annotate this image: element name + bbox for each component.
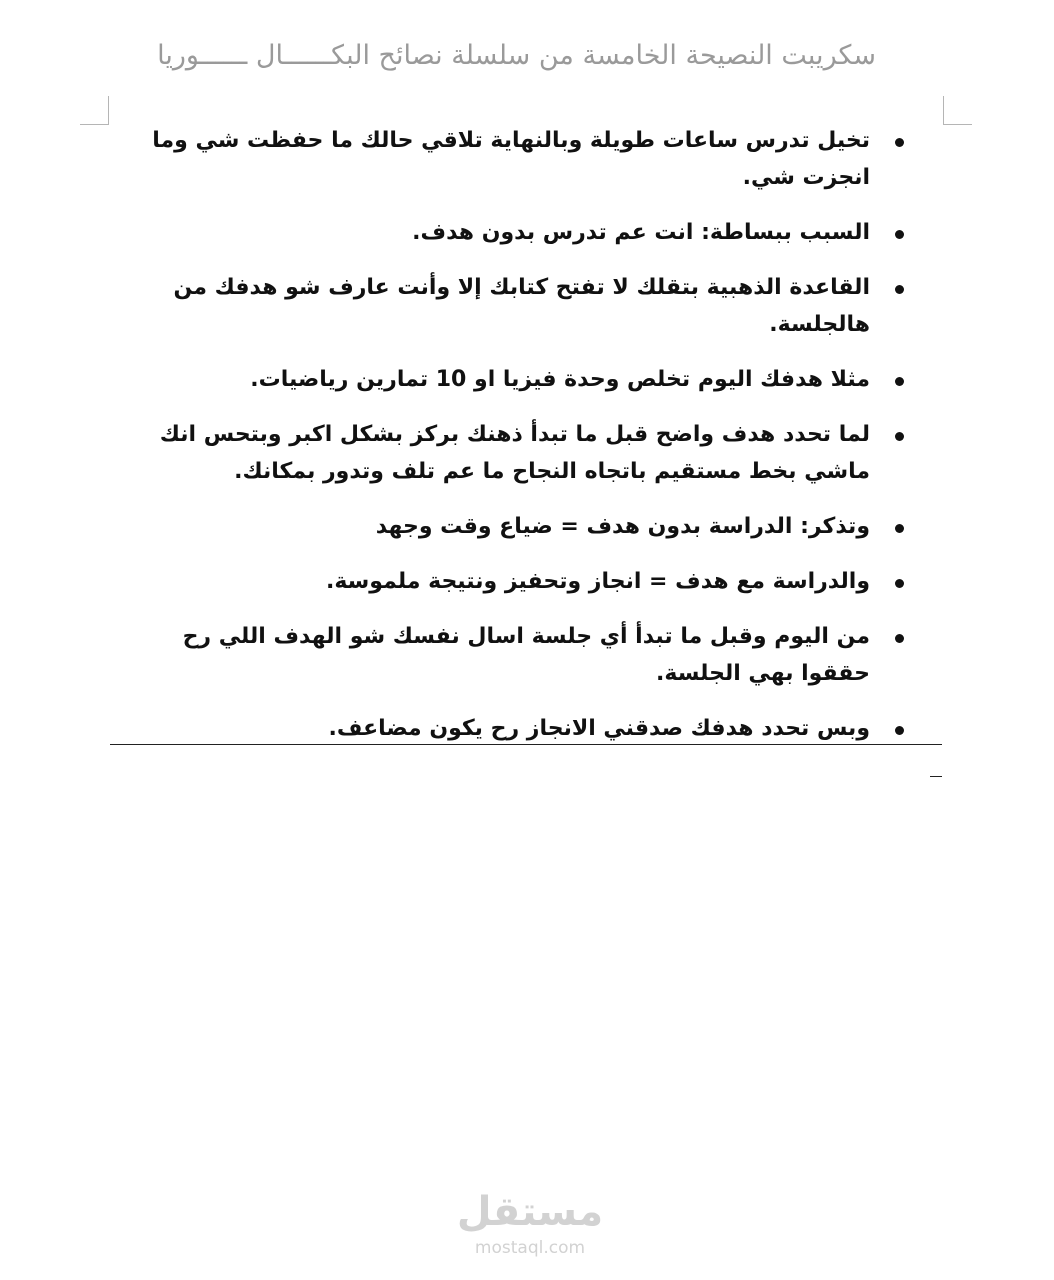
- bullet-item: [126, 563, 906, 600]
- margin-corner-mark-left: [80, 96, 109, 125]
- watermark-url: mostaql.com: [474, 1238, 586, 1258]
- bullet-dot-icon: [895, 230, 904, 239]
- bullet-text: القاعدة الذهبية بتقلك لا تفتح كتابك إلا وأنت عارف شو هدفك من هالجلسة.: [173, 275, 870, 337]
- page-header-title: سكريبت النصيحة الخامسة من سلسلة نصائح البكــــــال ــــــوريا: [157, 40, 876, 71]
- bullet-list: [126, 122, 906, 765]
- bullet-item: [126, 361, 906, 398]
- bullet-text: وبس تحدد هدفك صدقني الانجاز رح يكون مضاعف.: [328, 716, 870, 741]
- bullet-item: [126, 416, 906, 490]
- bullet-dot-icon: [895, 138, 904, 147]
- bullet-item: [126, 618, 906, 692]
- divider-tail: [930, 776, 942, 777]
- bullet-dot-icon: [895, 524, 904, 533]
- bullet-text: وتذكر: الدراسة بدون هدف = ضياع وقت وجهد: [375, 514, 870, 539]
- bullet-dot-icon: [895, 726, 904, 735]
- bullet-text: من اليوم وقبل ما تبدأ أي جلسة اسال نفسك شو الهدف اللي رح حققوا بهي الجلسة.: [182, 624, 870, 686]
- bullet-text: والدراسة مع هدف = انجاز وتحفيز ونتيجة ملموسة.: [325, 569, 870, 594]
- bullet-dot-icon: [895, 285, 904, 294]
- bullet-text: تخيل تدرس ساعات طويلة وبالنهاية تلاقي حالك ما حفظت شي وما انجزت شي.: [152, 128, 870, 190]
- horizontal-divider: [110, 744, 942, 745]
- bullet-item: [126, 269, 906, 343]
- bullet-text: السبب ببساطة: انت عم تدرس بدون هدف.: [412, 220, 870, 245]
- bullet-item: [126, 214, 906, 251]
- margin-corner-mark-right: [943, 96, 972, 125]
- bullet-item: [126, 122, 906, 196]
- bullet-item: [126, 710, 906, 747]
- bullet-item: [126, 508, 906, 545]
- bullet-dot-icon: [895, 634, 904, 643]
- bullet-dot-icon: [895, 377, 904, 386]
- bullet-dot-icon: [895, 579, 904, 588]
- watermark: [430, 1188, 630, 1258]
- bullet-dot-icon: [895, 432, 904, 441]
- bullet-text: مثلا هدفك اليوم تخلص وحدة فيزيا او 10 تمارين رياضيات.: [250, 367, 870, 392]
- bullet-text: لما تحدد هدف واضح قبل ما تبدأ ذهنك بركز بشكل اكبر وبتحس انك ماشي بخط مستقيم باتجاه النجاح ما عم تلف وتدور بمكانك.: [159, 422, 870, 484]
- watermark-logo: مستقل: [456, 1189, 604, 1235]
